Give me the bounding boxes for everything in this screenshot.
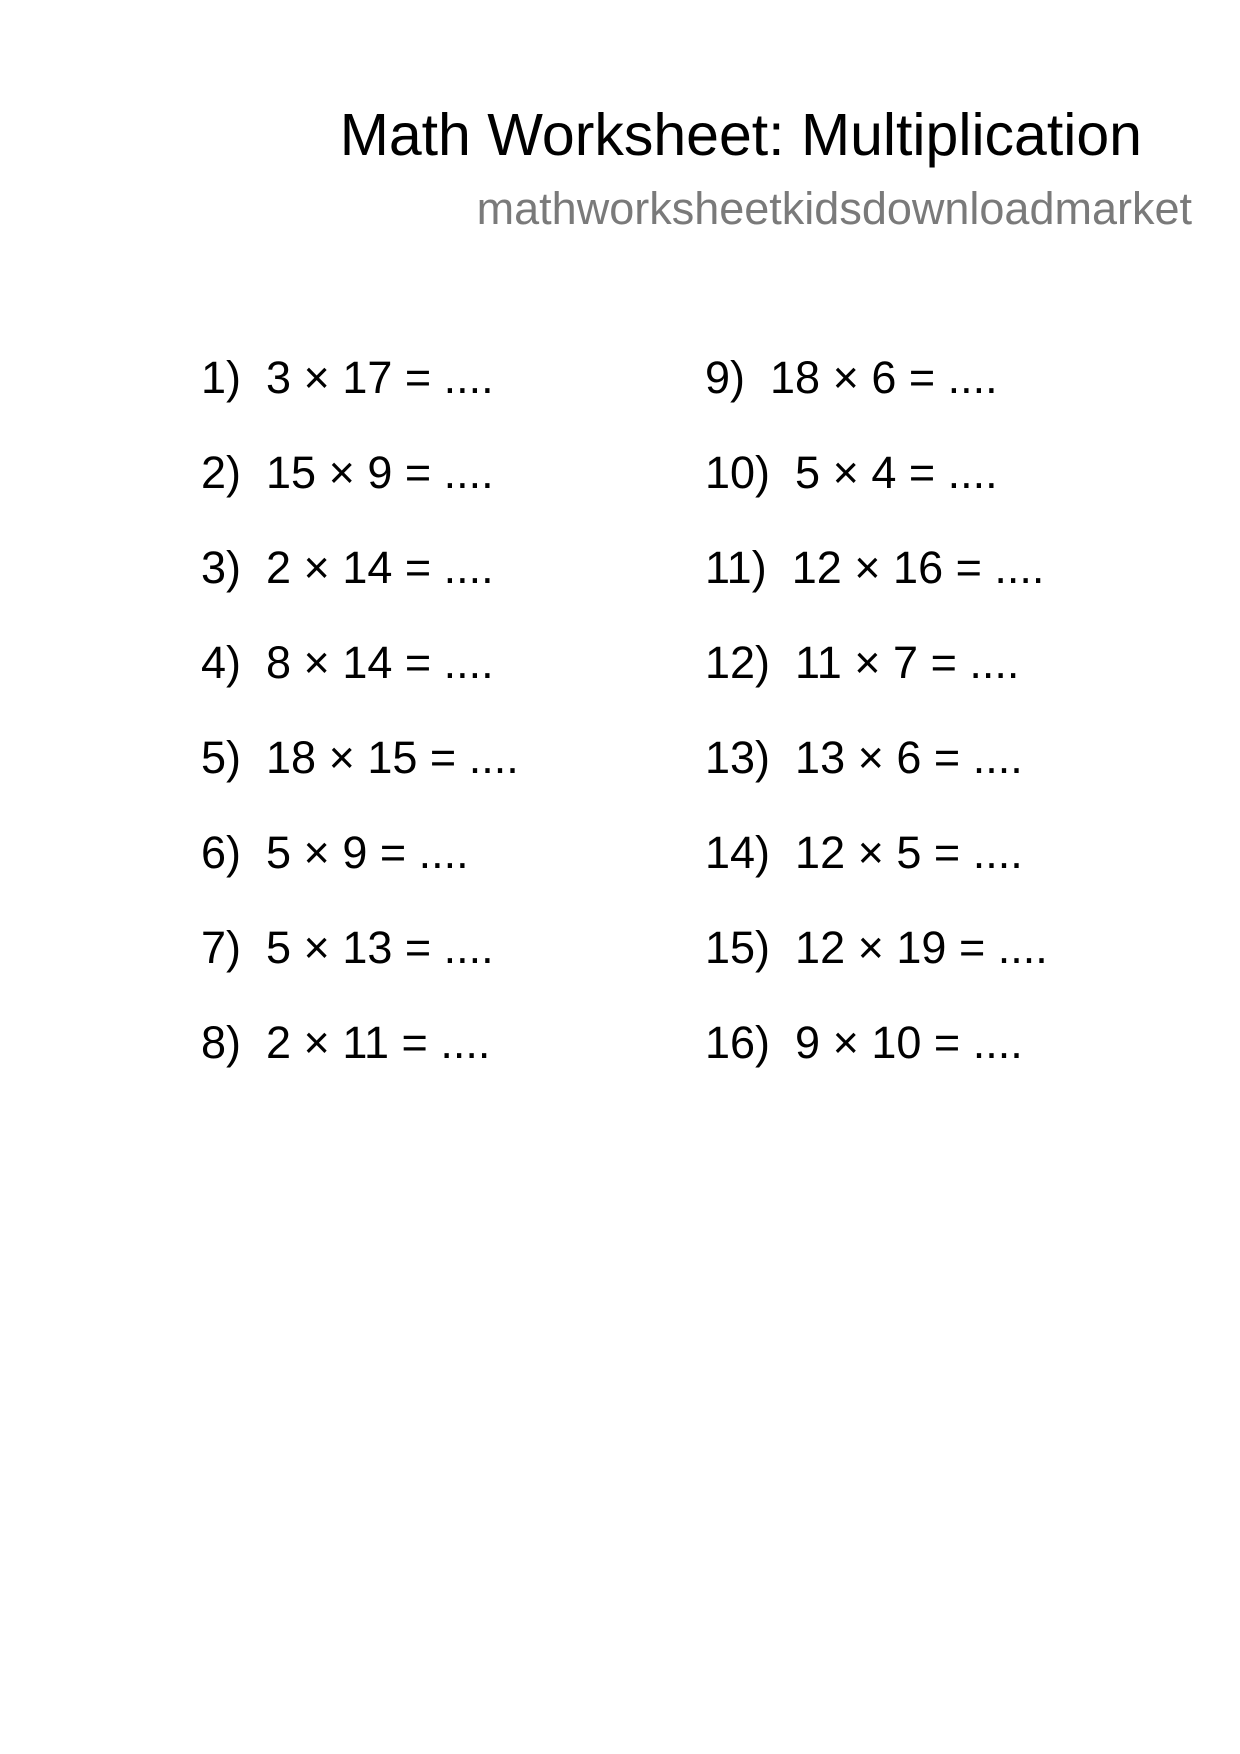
problem-item: 5) 18 × 15 = .... [201,732,519,783]
problem-item: 9) 18 × 6 = .... [705,352,998,403]
problem-item: 8) 2 × 11 = .... [201,1017,491,1068]
problem-item: 15) 12 × 19 = .... [705,922,1048,973]
problem-item: 11) 12 × 16 = .... [705,542,1045,593]
worksheet-subtitle: mathworksheetkidsdownloadmarket [476,183,1192,234]
problem-item: 4) 8 × 14 = .... [201,637,494,688]
problem-item: 13) 13 × 6 = .... [705,732,1023,783]
problem-item: 6) 5 × 9 = .... [201,827,469,878]
problem-item: 10) 5 × 4 = .... [705,447,998,498]
problem-item: 1) 3 × 17 = .... [201,352,494,403]
problem-item: 12) 11 × 7 = .... [705,637,1020,688]
problem-item: 16) 9 × 10 = .... [705,1017,1023,1068]
problems-column-right [705,0,1225,1754]
problem-item: 3) 2 × 14 = .... [201,542,494,593]
problem-item: 2) 15 × 9 = .... [201,447,494,498]
worksheet-title: Math Worksheet: Multiplication [339,102,1142,168]
problem-item: 14) 12 × 5 = .... [705,827,1023,878]
problem-item: 7) 5 × 13 = .... [201,922,494,973]
problems-column-left [201,0,721,1754]
